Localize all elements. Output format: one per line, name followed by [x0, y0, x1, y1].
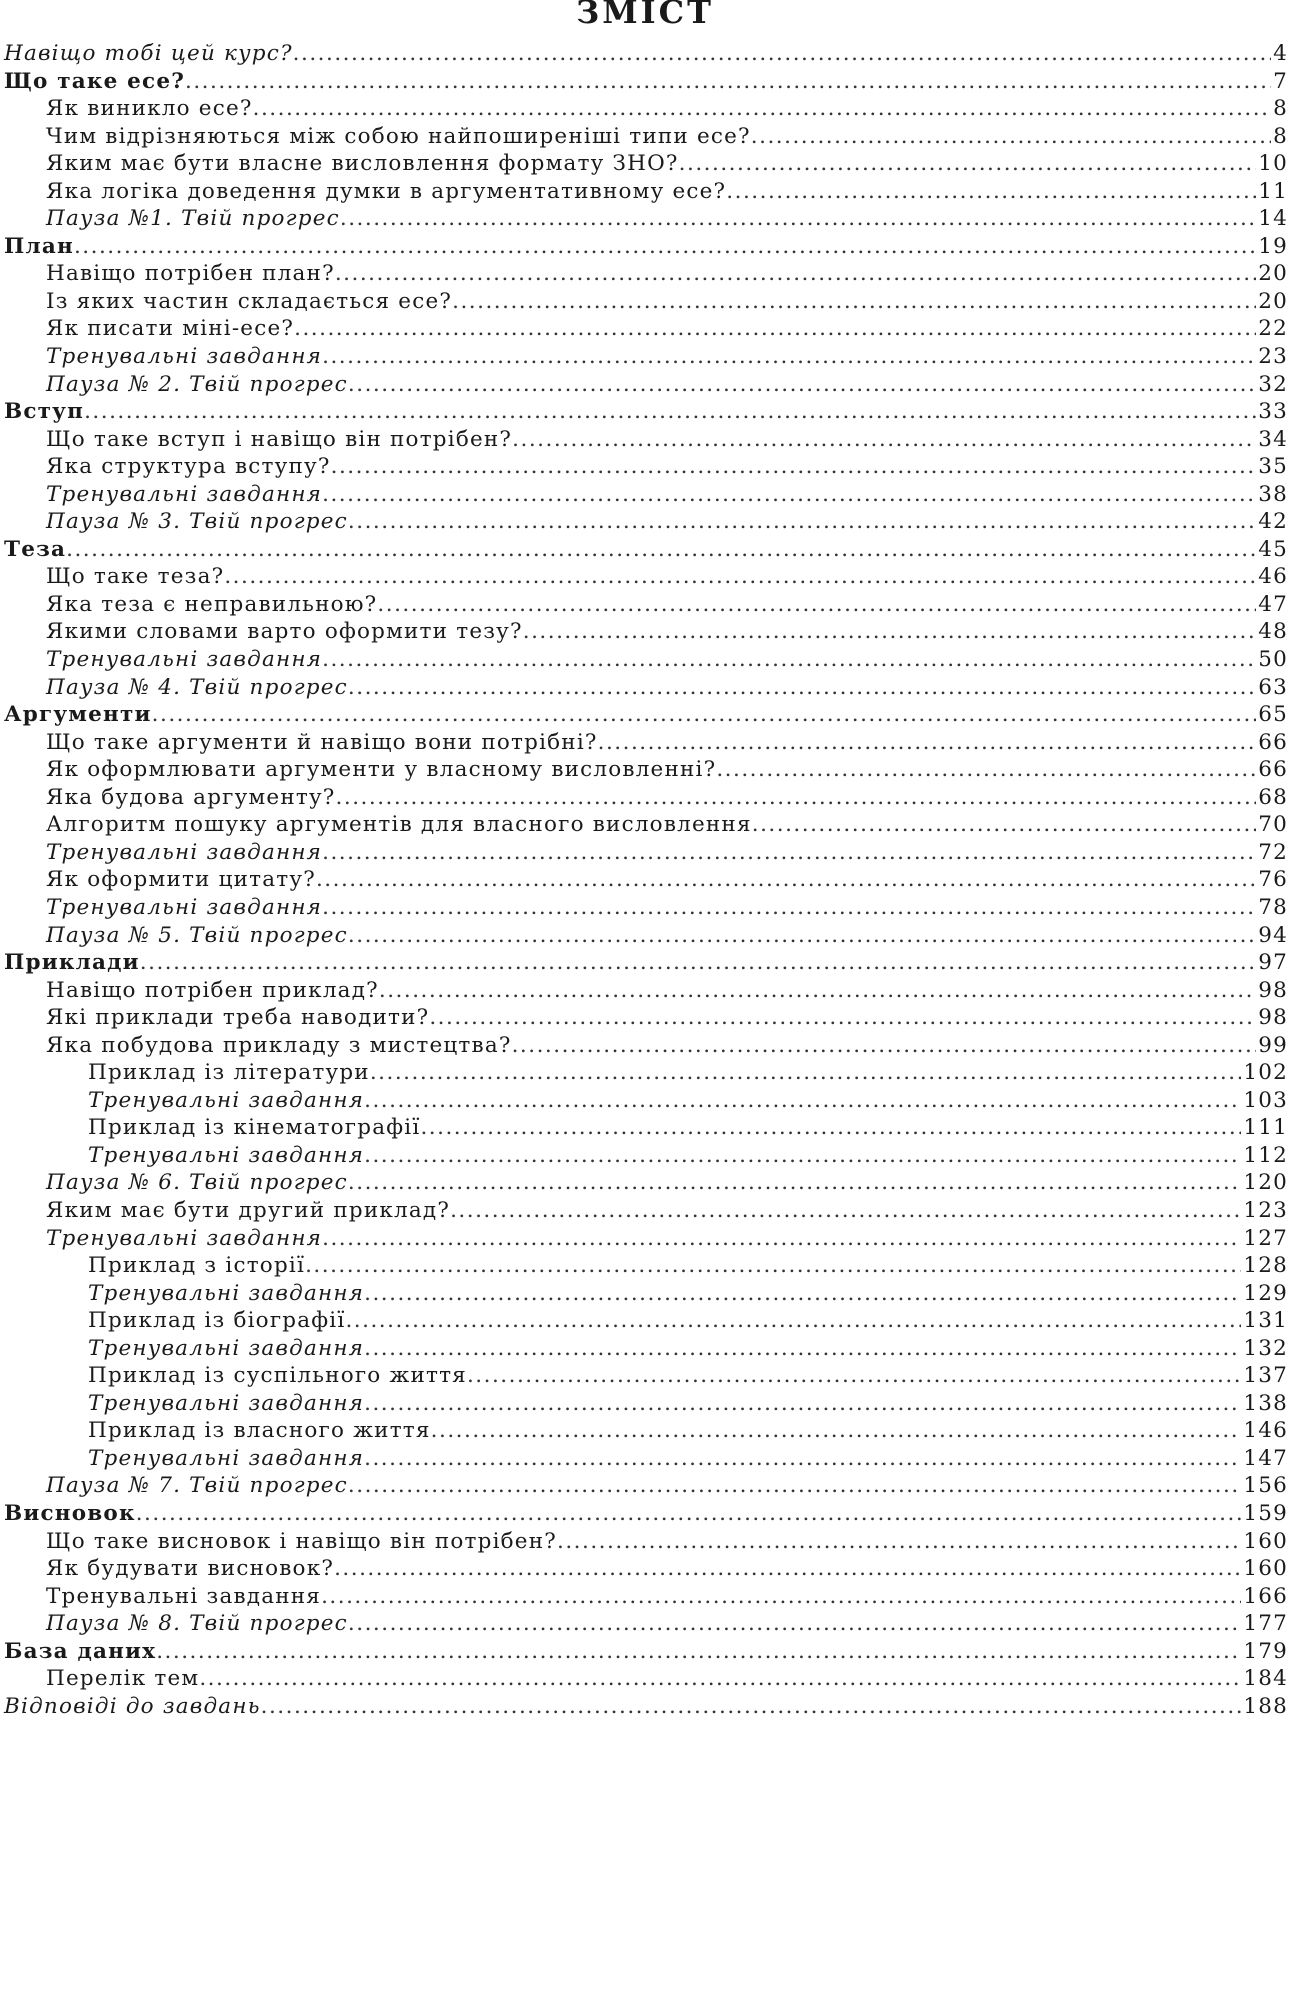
dot-leader: [140, 949, 1256, 977]
dot-leader: [751, 123, 1271, 151]
toc-entry-title: Яка теза є неправильною?: [46, 591, 378, 617]
toc-page-number: 76: [1258, 867, 1288, 893]
toc-section-entry[interactable]: [0, 398, 1290, 426]
dot-leader: [431, 1417, 1242, 1445]
toc-entry[interactable]: [0, 426, 1290, 454]
toc-entry-title: Тренувальні завдання: [88, 1445, 365, 1471]
dot-leader: [185, 68, 1271, 96]
toc-page-number: 99: [1258, 1032, 1288, 1058]
toc-page-number: 19: [1258, 233, 1288, 259]
dot-leader: [322, 646, 1256, 674]
dot-leader: [84, 398, 1256, 426]
toc-entry-title: Алгоритм пошуку аргументів для власного висловлення: [46, 812, 752, 838]
toc-entry-title: Тренувальні завдання: [46, 1225, 323, 1251]
toc-page-number: 23: [1258, 344, 1288, 370]
dot-leader: [331, 453, 1257, 481]
toc-page-number: 20: [1258, 261, 1288, 287]
dot-leader: [294, 315, 1256, 343]
toc-entry-title: Вступ: [4, 399, 85, 425]
toc-entry[interactable]: [0, 563, 1290, 591]
toc-entry-title: Теза: [4, 536, 67, 562]
dot-leader: [557, 1528, 1241, 1556]
toc-entry-title: Тренувальні завдання: [46, 839, 323, 865]
toc-entry[interactable]: [0, 674, 1290, 702]
toc-entry[interactable]: [0, 1197, 1290, 1225]
toc-page-number: 20: [1258, 288, 1288, 314]
toc-entry-title: Тренувальні завдання: [88, 1280, 365, 1306]
toc-entry[interactable]: [0, 922, 1290, 950]
toc-section-entry[interactable]: [0, 949, 1290, 977]
dot-leader: [199, 1665, 1241, 1693]
toc-entry[interactable]: [0, 1114, 1290, 1142]
toc-entry[interactable]: [0, 839, 1290, 867]
dot-leader: [364, 1390, 1241, 1418]
toc-entry[interactable]: [0, 977, 1290, 1005]
toc-entry[interactable]: [0, 591, 1290, 619]
dot-leader: [335, 260, 1256, 288]
toc-entry[interactable]: [0, 1390, 1290, 1418]
dot-leader: [523, 618, 1256, 646]
toc-entry-title: Тренувальні завдання: [88, 1087, 365, 1113]
toc-page-number: 138: [1243, 1390, 1288, 1416]
toc-page-number: 4: [1273, 41, 1288, 66]
toc-entry-title: Як оформлювати аргументи у власному висловленні?: [46, 757, 717, 783]
toc-page-number: 8: [1273, 96, 1288, 122]
toc-entry[interactable]: [0, 1665, 1290, 1693]
toc-section-entry[interactable]: [0, 1693, 1290, 1721]
toc-page-number: 70: [1258, 812, 1288, 838]
dot-leader: [152, 701, 1257, 729]
toc-entry[interactable]: [0, 1142, 1290, 1170]
toc-page-number: 146: [1243, 1418, 1288, 1444]
toc-entry-title: Тренувальні завдання: [88, 1335, 365, 1361]
dot-leader: [305, 1252, 1241, 1280]
toc-section-entry[interactable]: [0, 68, 1290, 96]
toc-entry[interactable]: [0, 729, 1290, 757]
toc-page-number: 98: [1258, 1005, 1288, 1031]
toc-entry[interactable]: [0, 1362, 1290, 1390]
toc-entry[interactable]: [0, 1059, 1290, 1087]
toc-page-number: 47: [1258, 591, 1288, 617]
toc-page-number: 179: [1243, 1638, 1288, 1664]
toc-page-number: 160: [1243, 1528, 1288, 1554]
toc-entry-title: Що таке теза?: [46, 564, 225, 590]
dot-leader: [364, 1335, 1241, 1363]
toc-entry-title: Пауза № 6. Твій прогрес: [46, 1170, 348, 1196]
toc-entry-title: Що таке висновок і навіщо він потрібен?: [46, 1528, 557, 1554]
dot-leader: [348, 508, 1256, 536]
dot-leader: [253, 95, 1271, 123]
dot-leader: [450, 1197, 1241, 1225]
dot-leader: [348, 1610, 1241, 1638]
toc-page-number: 35: [1258, 454, 1288, 480]
dot-leader: [322, 481, 1256, 509]
toc-entry-title: Із яких частин складається есе?: [46, 288, 453, 314]
toc-entry[interactable]: [0, 1032, 1290, 1060]
dot-leader: [136, 1500, 1242, 1528]
toc-entry[interactable]: [0, 205, 1290, 233]
dot-leader: [348, 371, 1256, 399]
toc-entry[interactable]: [0, 288, 1290, 316]
toc-entry-title: Що таке аргументи й навіщо вони потрібні?: [46, 729, 598, 755]
toc-entry[interactable]: [0, 1307, 1290, 1335]
toc-page-number: 131: [1243, 1308, 1288, 1334]
toc-page-number: 159: [1243, 1500, 1288, 1526]
toc-entry-title: Приклад із власного життя: [88, 1418, 431, 1444]
toc-entry-title: Як будувати висновок?: [46, 1556, 335, 1582]
toc-entry-title: Навіщо потрібен приклад?: [46, 977, 379, 1003]
toc-entry-title: Чим відрізняються між собою найпоширеніші типи есе?: [46, 123, 751, 149]
dot-leader: [224, 563, 1256, 591]
toc-entry[interactable]: [0, 178, 1290, 206]
toc-entry-title: Пауза № 4. Твій прогрес: [46, 674, 348, 700]
toc-entry-title: Перелік тем: [46, 1666, 200, 1692]
toc-page-number: 123: [1243, 1197, 1288, 1223]
dot-leader: [512, 426, 1256, 454]
toc-page-number: 188: [1243, 1693, 1288, 1719]
dot-leader: [322, 894, 1256, 922]
dot-leader: [716, 756, 1256, 784]
toc-section-entry[interactable]: [0, 536, 1290, 564]
toc-entry-title: Аргументи: [4, 702, 152, 728]
toc-entry[interactable]: [0, 95, 1290, 123]
toc-page-number: 33: [1258, 399, 1288, 425]
toc-page-number: 46: [1258, 564, 1288, 590]
toc-entry[interactable]: [0, 453, 1290, 481]
toc-page-number: 177: [1243, 1611, 1288, 1637]
toc-entry[interactable]: [0, 811, 1290, 839]
toc-page-number: 127: [1243, 1225, 1288, 1251]
toc-page-number: 128: [1243, 1253, 1288, 1279]
toc-page-number: 45: [1258, 536, 1288, 562]
toc-entry-title: Пауза № 3. Твій прогрес: [46, 509, 348, 535]
toc-page-number: 166: [1243, 1583, 1288, 1609]
toc-entry-title: Висновок: [4, 1500, 136, 1526]
toc-entry-title: Приклад із кінематографії: [88, 1115, 421, 1141]
toc-entry[interactable]: [0, 1610, 1290, 1638]
toc-page-number: 111: [1243, 1115, 1288, 1141]
toc-entry-title: Тренувальні завдання: [88, 1390, 365, 1416]
dot-leader: [679, 150, 1257, 178]
toc-entry-title: Пауза № 8. Твій прогрес: [46, 1611, 348, 1637]
toc-entry[interactable]: [0, 1583, 1290, 1611]
toc-page-number: 63: [1258, 674, 1288, 700]
dot-leader: [348, 922, 1256, 950]
toc-page-number: 103: [1243, 1087, 1288, 1113]
dot-leader: [452, 288, 1256, 316]
toc-entry-title: Тренувальні завдання: [46, 344, 323, 370]
toc-entry[interactable]: [0, 1445, 1290, 1473]
toc-entry-title: Що таке вступ і навіщо він потрібен?: [46, 426, 513, 452]
toc-entry[interactable]: [0, 508, 1290, 536]
dot-leader: [364, 1280, 1241, 1308]
toc-entry-title: Пауза №1. Твій прогрес: [46, 206, 340, 232]
dot-leader: [321, 1583, 1241, 1611]
toc-page-number: 98: [1258, 977, 1288, 1003]
dot-leader: [379, 977, 1256, 1005]
dot-leader: [364, 1445, 1241, 1473]
toc-entry[interactable]: [0, 1335, 1290, 1363]
toc-entry[interactable]: [0, 1225, 1290, 1253]
toc-entry[interactable]: [0, 481, 1290, 509]
dot-leader: [598, 729, 1257, 757]
toc-entry[interactable]: [0, 343, 1290, 371]
toc-entry-title: Приклад із біографії: [88, 1308, 346, 1334]
toc-entry-title: Яка побудова прикладу з мистецтва?: [46, 1032, 512, 1058]
toc-entry-title: Навіщо потрібен план?: [46, 261, 335, 287]
toc-entry[interactable]: [0, 1555, 1290, 1583]
toc-entry-title: Приклад із суспільного життя: [88, 1363, 467, 1389]
toc-entry-title: Яка будова аргументу?: [46, 784, 336, 810]
toc-entry[interactable]: [0, 150, 1290, 178]
dot-leader: [752, 811, 1257, 839]
toc-page-number: 137: [1243, 1363, 1288, 1389]
toc-entry-title: Тренувальні завдання: [88, 1142, 365, 1168]
dot-leader: [322, 343, 1256, 371]
dot-leader: [726, 178, 1256, 206]
dot-leader: [377, 591, 1256, 619]
dot-leader: [322, 1225, 1241, 1253]
dot-leader: [429, 1004, 1256, 1032]
toc-entry-title: Тренувальні завдання: [46, 647, 323, 673]
toc-page-number: 66: [1258, 729, 1288, 755]
toc-entry[interactable]: [0, 371, 1290, 399]
toc-entry[interactable]: [0, 1004, 1290, 1032]
toc-entry-title: Пауза № 2. Твій прогрес: [46, 371, 348, 397]
toc-page-number: 102: [1243, 1060, 1288, 1086]
toc-page-number: 32: [1258, 371, 1288, 397]
dot-leader: [345, 1307, 1241, 1335]
toc-entry-title: Приклади: [4, 950, 140, 976]
toc-entry-title: План: [4, 233, 74, 259]
toc-entry-title: Яка структура вступу?: [46, 454, 331, 480]
toc-page-number: 147: [1243, 1445, 1288, 1471]
toc-entry-title: Відповіді до завдань: [4, 1693, 261, 1719]
toc-entry-title: Тренувальні завдання: [46, 1583, 322, 1609]
dot-leader: [66, 536, 1256, 564]
toc-entry[interactable]: [0, 618, 1290, 646]
toc-section-entry[interactable]: [0, 1638, 1290, 1666]
page-title: ЗМІСТ: [576, 0, 714, 31]
toc-page-number: 72: [1258, 839, 1288, 865]
dot-leader: [316, 866, 1256, 894]
toc-entry-title: Навіщо тобі цей курс?: [4, 41, 293, 66]
dot-leader: [334, 1555, 1241, 1583]
toc-page-number: 97: [1258, 950, 1288, 976]
toc-entry[interactable]: [0, 1280, 1290, 1308]
toc-entry-title: Як оформити цитату?: [46, 867, 316, 893]
toc-entry-title: Що таке есе?: [4, 68, 186, 94]
toc-section-entry[interactable]: [0, 1500, 1290, 1528]
toc-entry-title: Приклад з історії: [88, 1253, 306, 1279]
toc-entry-title: Як виникло есе?: [46, 96, 253, 122]
toc-entry[interactable]: [0, 1528, 1290, 1556]
dot-leader: [322, 839, 1256, 867]
dot-leader: [467, 1362, 1241, 1390]
dot-leader: [340, 205, 1256, 233]
toc-entry-title: Тренувальні завдання: [46, 481, 323, 507]
toc-page-number: 120: [1243, 1170, 1288, 1196]
toc-entry[interactable]: [0, 260, 1290, 288]
toc-page-number: 7: [1273, 68, 1288, 94]
toc-entry-title: Яким має бути власне висловлення формату ЗНО?: [46, 151, 679, 177]
toc-entry-title: Якими словами варто оформити тезу?: [46, 619, 523, 645]
toc-entry-title: Яким має бути другий приклад?: [46, 1197, 451, 1223]
dot-leader: [74, 233, 1256, 261]
toc-entry-title: База даних: [4, 1638, 157, 1664]
toc-entry[interactable]: [0, 646, 1290, 674]
toc-entry[interactable]: [0, 1087, 1290, 1115]
toc-entry[interactable]: [0, 866, 1290, 894]
toc-entry[interactable]: [0, 1169, 1290, 1197]
dot-leader: [364, 1087, 1241, 1115]
toc-page-number: 156: [1243, 1473, 1288, 1499]
toc-entry[interactable]: [0, 894, 1290, 922]
toc-entry[interactable]: [0, 784, 1290, 812]
toc-entry-title: Пауза № 7. Твій прогрес: [46, 1473, 348, 1499]
toc-page-number: 65: [1258, 702, 1288, 728]
toc-entry[interactable]: [0, 123, 1290, 151]
dot-leader: [420, 1114, 1241, 1142]
toc-page-number: 10: [1258, 151, 1288, 177]
dot-leader: [336, 784, 1257, 812]
toc-page-number: 38: [1258, 481, 1288, 507]
toc-entry-title: Пауза № 5. Твій прогрес: [46, 922, 348, 948]
dot-leader: [293, 40, 1271, 68]
toc-entry-title: Приклад із літератури: [88, 1060, 370, 1086]
toc-page-number: 66: [1258, 757, 1288, 783]
toc-page-number: 132: [1243, 1335, 1288, 1361]
toc-entry[interactable]: [0, 1472, 1290, 1500]
toc-page-number: 8: [1273, 123, 1288, 149]
toc-page-number: 14: [1258, 206, 1288, 232]
toc-page-number: 184: [1243, 1666, 1288, 1692]
toc-entry[interactable]: [0, 1417, 1290, 1445]
toc-page-number: 42: [1258, 509, 1288, 535]
toc-section-entry[interactable]: [0, 701, 1290, 729]
toc-page-number: 112: [1243, 1142, 1288, 1168]
table-of-contents: [0, 40, 1290, 1720]
toc-entry-title: Тренувальні завдання: [46, 894, 323, 920]
toc-section-entry[interactable]: [0, 40, 1290, 68]
toc-page-number: 50: [1258, 647, 1288, 673]
toc-entry[interactable]: [0, 1252, 1290, 1280]
toc-entry[interactable]: [0, 756, 1290, 784]
dot-leader: [348, 1472, 1241, 1500]
dot-leader: [370, 1059, 1242, 1087]
dot-leader: [364, 1142, 1241, 1170]
toc-page-number: 129: [1243, 1280, 1288, 1306]
toc-page-number: 78: [1258, 894, 1288, 920]
toc-page-number: 68: [1258, 784, 1288, 810]
toc-section-entry[interactable]: [0, 233, 1290, 261]
toc-entry-title: Які приклади треба наводити?: [46, 1005, 430, 1031]
toc-page-number: 160: [1243, 1556, 1288, 1582]
toc-page-number: 34: [1258, 426, 1288, 452]
toc-page-number: 48: [1258, 619, 1288, 645]
toc-page-number: 94: [1258, 922, 1288, 948]
toc-entry[interactable]: [0, 315, 1290, 343]
dot-leader: [156, 1638, 1241, 1666]
dot-leader: [512, 1032, 1257, 1060]
toc-page-number: 11: [1258, 178, 1288, 204]
toc-entry-title: Як писати міні-есе?: [46, 316, 295, 342]
dot-leader: [348, 1169, 1241, 1197]
dot-leader: [261, 1693, 1242, 1721]
dot-leader: [348, 674, 1256, 702]
toc-entry-title: Яка логіка доведення думки в аргументативному есе?: [46, 178, 727, 204]
toc-page-number: 22: [1258, 316, 1288, 342]
